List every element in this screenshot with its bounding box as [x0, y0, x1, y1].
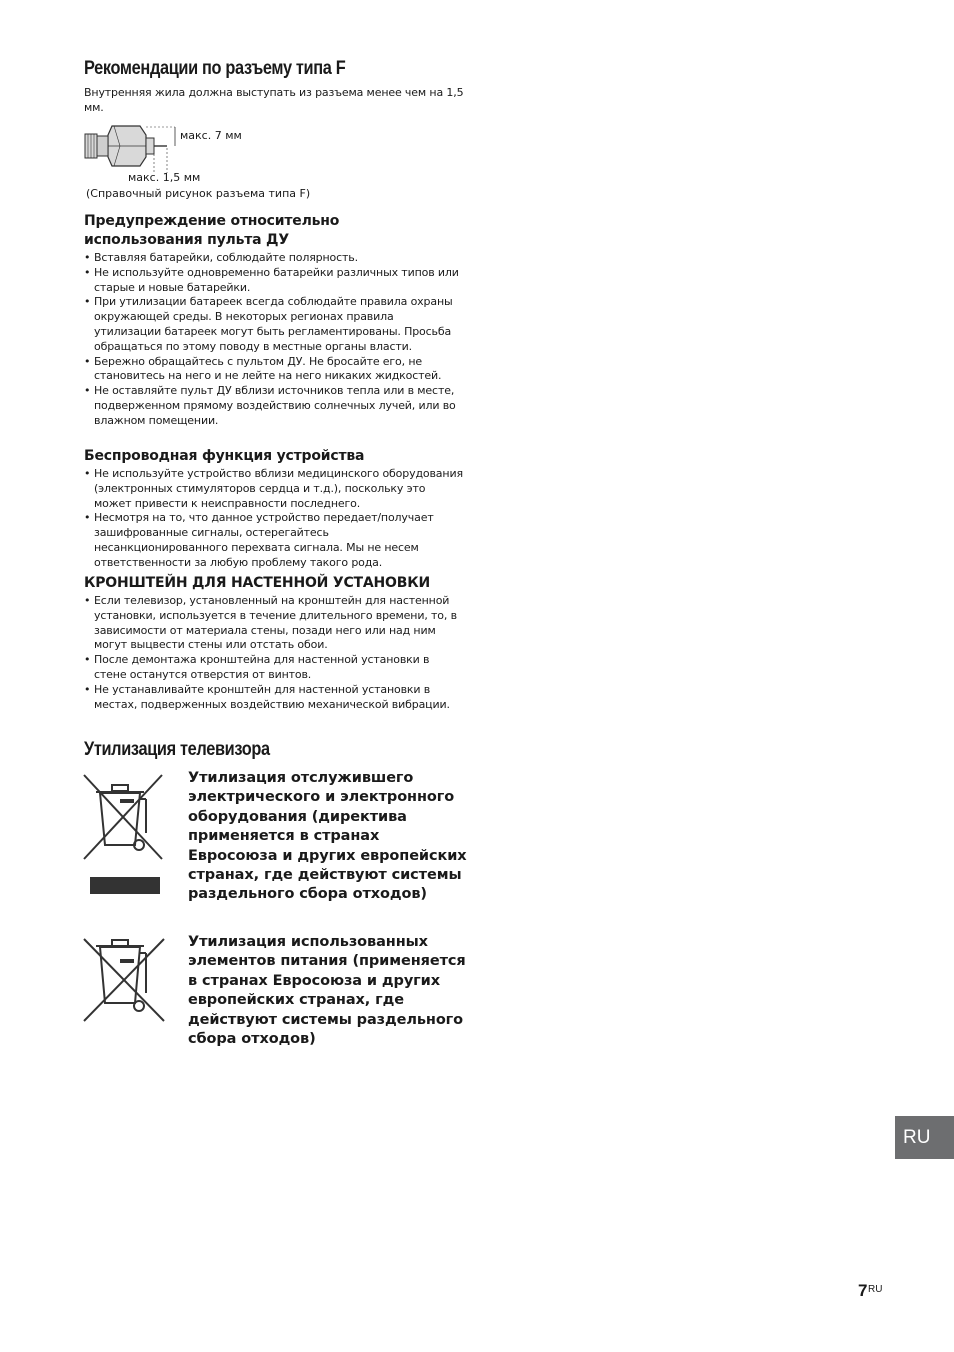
- f-connector-caption: (Справочный рисунок разъема типа F): [86, 187, 311, 200]
- f-connector-title: Рекомендации по разъему типа F: [84, 58, 346, 79]
- wireless-list: [84, 467, 464, 571]
- battery-disposal-text: Утилизация использованных элементов питания (применяется в странах Евросоюза и других европейских странах, где действуют системы раздельного сбора отходов): [188, 934, 466, 1048]
- crossed-battery-bin-icon: [82, 937, 168, 1027]
- weee-disposal-text: Утилизация отслужившего электрического и электронного оборудования (директива применяется в странах Евросоюза и других европейских странах, где действуют системы раздельного сбора отходов): [188, 770, 467, 903]
- wall-bracket-title: КРОНШТЕЙН ДЛЯ НАСТЕННОЙ УСТАНОВКИ: [84, 575, 430, 591]
- list-item: • Если телевизор, установленный на кронштейн для настенной установки, используется в течение длительного времени, то, в зависимости от материала стены, позади него или над ним могут выцвести стены или отстать обои.: [84, 594, 464, 653]
- list-item: • Не устанавливайте кронштейн для настенной установки в местах, подверженных воздействию механической вибрации.: [84, 683, 464, 713]
- remote-warning-title: Предупреждение относительно использования пульта ДУ: [84, 213, 340, 248]
- remote-warning-list: [84, 251, 464, 429]
- crossed-bin-icon: [82, 773, 168, 897]
- list-item: • Вставляя батарейки, соблюдайте полярность.: [84, 251, 464, 266]
- list-item: • Несмотря на то, что данное устройство передает/получает зашифрованные сигналы, остерегайтесь несанкционированного перехвата сигнала. Мы не несем ответственности за любую проблему такого рода.: [84, 511, 464, 570]
- language-tab: RU: [895, 1116, 954, 1159]
- page-number-suffix: RU: [868, 1284, 883, 1295]
- list-item: • После демонтажа кронштейна для настенной установки в стене останутся отверстия от винтов.: [84, 653, 464, 683]
- list-item: • При утилизации батареек всегда соблюдайте правила охраны окружающей среды. В некоторых регионах правила утилизации батареек могут быть регламентированы. Просьба обращаться по этому поводу в местные органы власти.: [84, 295, 464, 354]
- label-max-7mm: макс. 7 мм: [180, 129, 242, 142]
- list-item: • Не используйте одновременно батарейки различных типов или старые и новые батарейки.: [84, 266, 464, 296]
- list-item: • Не оставляйте пульт ДУ вблизи источников тепла или в месте, подверженном прямому воздействию солнечных лучей, или во влажном помещении.: [84, 384, 464, 428]
- tv-disposal-title: Утилизация телевизора: [84, 739, 270, 760]
- list-item: • Не используйте устройство вблизи медицинского оборудования (электронных стимуляторов сердца и т.д.), поскольку это может привести к неисправности последнего.: [84, 467, 464, 511]
- list-item: • Бережно обращайтесь с пультом ДУ. Не бросайте его, не становитесь на него и не лейте на него никаких жидкостей.: [84, 355, 464, 385]
- f-connector-diagram: [84, 124, 184, 174]
- label-max-15mm: макс. 1,5 мм: [128, 171, 201, 184]
- wall-bracket-list: [84, 594, 464, 712]
- page-number: 7: [858, 1281, 868, 1300]
- wireless-title: Беспроводная функция устройства: [84, 448, 365, 464]
- f-connector-intro: Внутренняя жила должна выступать из разъема менее чем на 1,5 мм.: [84, 86, 464, 114]
